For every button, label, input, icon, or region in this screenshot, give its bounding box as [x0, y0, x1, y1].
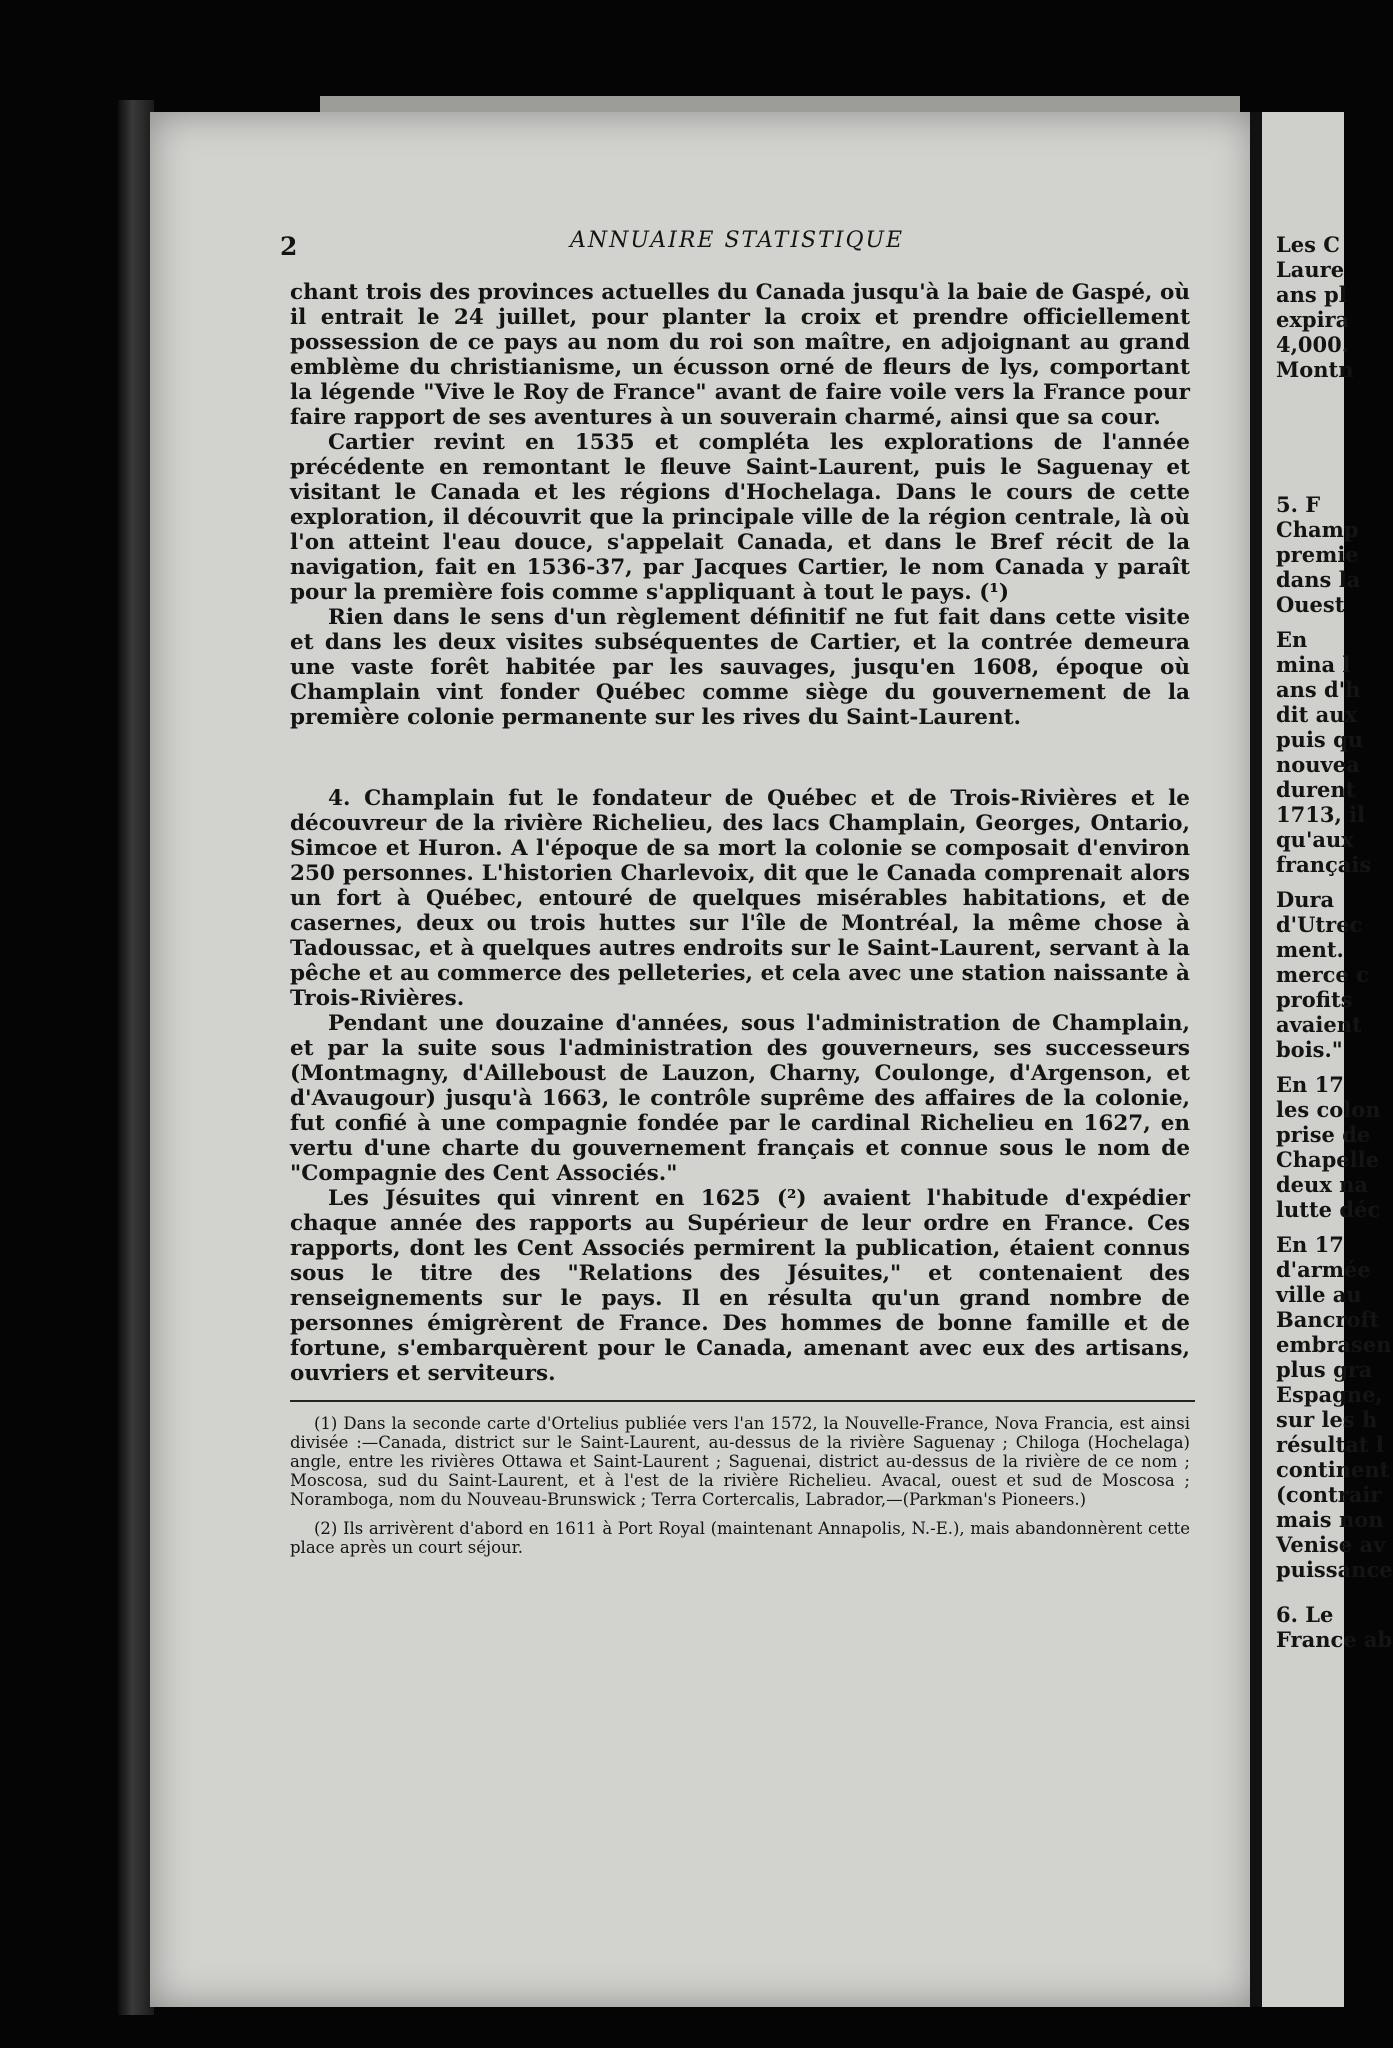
facing-page-fragment: profits: [1276, 987, 1353, 1012]
facing-page-fragment: 5. F: [1276, 492, 1321, 517]
paragraph-6: Les Jésuites qui vinrent en 1625 (²) avaient l'habitude d'expédier chaque année des rapports au Supérieur de leur ordre en France. Ces rapports, dont les Cent Associés permirent la publication, étaient connus sous le titre des "Relations des Jésuites," et contenaient des renseignements sur le pays. Il en résulta qu'un grand nombre de personnes émigrèrent de France. Des hommes de bonne famille et de fortune, s'embarquèrent pour le Canada, amenant avec eux des artisans, ouvriers et serviteurs.: [290, 1186, 1190, 1386]
facing-page-fragment: dans la: [1276, 567, 1361, 592]
facing-page-fragment: résultat l: [1276, 1432, 1384, 1457]
page-number: 2: [280, 232, 298, 261]
facing-page-fragment: les colon: [1276, 1097, 1381, 1122]
facing-page-fragment: mina l: [1276, 652, 1351, 677]
footnote-2: (2) Ils arrivèrent d'abord en 1611 à Port Royal (maintenant Annapolis, N.-E.), mais abandonnèrent cette place après un court séjour.: [290, 1519, 1190, 1557]
facing-page-fragment: En: [1276, 627, 1308, 652]
facing-page-fragment: expira: [1276, 307, 1350, 332]
facing-page-fragment: Les C: [1276, 232, 1340, 257]
facing-page-fragment: merce c: [1276, 962, 1369, 987]
facing-page-fragment: embrasen: [1276, 1332, 1392, 1357]
gutter-divider: [1250, 112, 1262, 2007]
facing-page-fragment: Venise av: [1276, 1532, 1386, 1557]
facing-page-fragment: Chapelle: [1276, 1147, 1379, 1172]
facing-page-fragment: ans pl: [1276, 282, 1347, 307]
facing-page-fragment: durent: [1276, 777, 1356, 802]
facing-page-fragment: En 17: [1276, 1072, 1344, 1097]
facing-page-fragment: français: [1276, 852, 1372, 877]
facing-page-fragment: puis qu: [1276, 727, 1364, 752]
facing-page-fragment: qu'aux: [1276, 827, 1354, 852]
facing-page-fragment: d'armée: [1276, 1257, 1371, 1282]
facing-page-fragment: mais non: [1276, 1507, 1384, 1532]
facing-page-fragment: Ouest: [1276, 592, 1345, 617]
facing-page-fragment: premie: [1276, 542, 1359, 567]
paragraph-5: Pendant une douzaine d'années, sous l'administration de Champlain, et par la suite sous l'administration des gouverneurs, ses successeurs (Montmagny, d'Ailleboust de Lauzon, Charny, Coulonge, d'Argenson, et d'Avaugour) jusqu'à 1663, le contrôle suprême des affaires de la colonie, fut confié à une compagnie fondée par le cardinal Richelieu en 1627, en vertu d'une charte du gouvernement français et connue sous le nom de "Compagnie des Cent Associés.": [290, 1011, 1190, 1186]
paragraph-3: Rien dans le sens d'un règlement définitif ne fut fait dans cette visite et dans les deux visites subséquentes de Cartier, et la contrée demeura une vaste forêt habitée par les sauvages, jusqu'en 1608, époque où Champlain vint fonder Québec comme siège du gouvernement de la première colonie permanente sur les rives du Saint-Laurent.: [290, 605, 1190, 730]
book-page: [150, 112, 1255, 2007]
book-spine-shadow: [118, 100, 154, 2015]
facing-page-fragment: continent: [1276, 1457, 1390, 1482]
facing-page-fragment: dit aux: [1276, 702, 1358, 727]
facing-page-fragment: Bancroft: [1276, 1307, 1380, 1332]
footnote-1: (1) Dans la seconde carte d'Ortelius publiée vers l'an 1572, la Nouvelle-France, Nova Francia, est ainsi divisée :—Canada, district sur le Saint-Laurent, au-dessus de la rivière Saguenay ; Chiloga (Hochelaga) angle, entre les rivières Ottawa et Saint-Laurent ; Saguenai, district au-dessus de la rivière de ce nom ; Moscosa, sud du Saint-Laurent, et à l'est de la rivière Richelieu. Avacal, ouest et sud de Moscosa ; Noramboga, nom du Nouveau-Brunswick ; Terra Cortercalis, Labrador,—(Parkman's Pioneers.): [290, 1414, 1190, 1509]
facing-page-fragment: puissance: [1276, 1557, 1393, 1582]
footnote-rule: [290, 1400, 1195, 1402]
facing-page-fragment: deux na: [1276, 1172, 1369, 1197]
facing-page-fragment: prise de: [1276, 1122, 1371, 1147]
facing-page-fragment: bois.": [1276, 1037, 1343, 1062]
facing-page-fragment: 1713, il: [1276, 802, 1366, 827]
running-title: ANNUAIRE STATISTIQUE: [570, 228, 905, 253]
paragraph-1: chant trois des provinces actuelles du Canada jusqu'à la baie de Gaspé, où il entrait le 24 juillet, pour planter la croix et prendre officiellement possession de ce pays au nom du roi son maître, en adjoignant au grand emblème du christianisme, un écusson orné de fleurs de lys, comportant la légende "Vive le Roy de France" avant de faire voile vers la France pour faire rapport de ses aventures à un souverain charmé, ainsi que sa cour.: [290, 280, 1190, 430]
facing-page-fragment: avaient: [1276, 1012, 1362, 1037]
facing-page-fragment: lutte déc: [1276, 1197, 1381, 1222]
facing-page-fragment: ment.: [1276, 937, 1344, 962]
facing-page-fragment: sur les h: [1276, 1407, 1378, 1432]
facing-page-fragment: nouvea: [1276, 752, 1360, 777]
facing-page-fragment: Montn: [1276, 357, 1354, 382]
facing-page-fragment: En 17: [1276, 1232, 1344, 1257]
facing-page-fragment: ville au: [1276, 1282, 1362, 1307]
facing-page-fragment: 6. Le: [1276, 1602, 1334, 1627]
facing-page-fragment: Laure: [1276, 257, 1345, 282]
facing-page-fragment: ans d'h: [1276, 677, 1361, 702]
paragraph-2: Cartier revint en 1535 et compléta les explorations de l'année précédente en remontant le fleuve Saint-Laurent, puis le Saguenay et visitant le Canada et les régions d'Hochelaga. Dans le cours de cette exploration, il découvrit que la principale ville de la région centrale, là où l'on atteint l'eau douce, s'appelait Canada, et dans le Bref récit de la navigation, fait en 1536-37, par Jacques Cartier, le nom Canada y paraît pour la première fois comme s'appliquant à tout le pays. (¹): [290, 430, 1190, 605]
facing-page-fragment: Dura: [1276, 887, 1335, 912]
main-text: [290, 280, 1190, 1567]
facing-page-fragment: France ab: [1276, 1627, 1393, 1652]
facing-page-fragment: Espagne,: [1276, 1382, 1383, 1407]
facing-page-fragment: plus gra: [1276, 1357, 1373, 1382]
paragraph-section-4: 4. Champlain fut le fondateur de Québec et de Trois-Rivières et le découvreur de la rivière Richelieu, des lacs Champlain, Georges, Ontario, Simcoe et Huron. A l'époque de sa mort la colonie se composait d'environ 250 personnes. L'historien Charlevoix, dit que le Canada comprenait alors un fort à Québec, entouré de quelques misérables habitations, et de casernes, deux ou trois huttes sur l'île de Montréal, la même chose à Tadoussac, et à quelques autres endroits sur le Saint-Laurent, servant à la pêche et au commerce des pelleteries, et cela avec une station naissante à Trois-Rivières.: [290, 786, 1190, 1011]
facing-page-fragment: d'Utrec: [1276, 912, 1363, 937]
facing-page-fragment: 4,000.: [1276, 332, 1350, 357]
facing-page-edge: [1262, 112, 1393, 2007]
facing-page-fragment: Champ: [1276, 517, 1359, 542]
facing-page-fragment: (contrair: [1276, 1482, 1382, 1507]
